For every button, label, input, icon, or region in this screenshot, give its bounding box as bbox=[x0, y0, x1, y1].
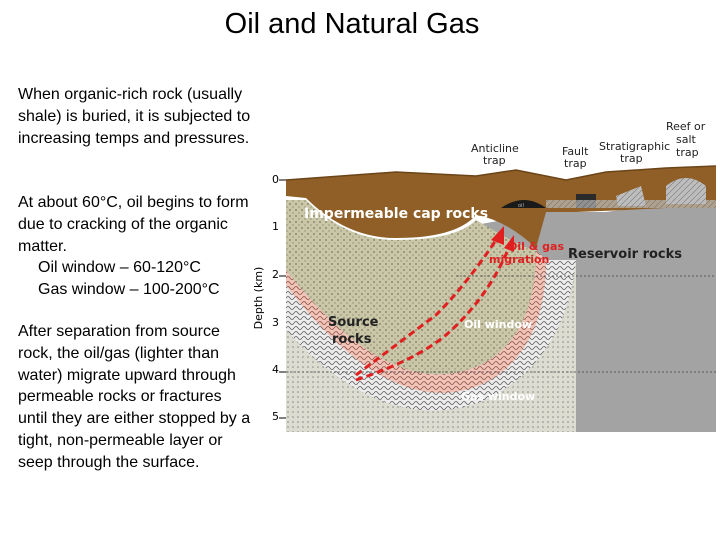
depth-tick-2: 2 bbox=[272, 268, 279, 281]
petroleum-system-diagram bbox=[246, 100, 720, 440]
gas-window-label: Gas window bbox=[461, 390, 536, 403]
reservoir-rocks-label: Reservoir rocks bbox=[568, 247, 683, 262]
gas-window-range: Gas window – 100-200°C bbox=[38, 281, 220, 299]
anticline-label-2: trap bbox=[483, 154, 506, 167]
anticline-label-1: Anticline bbox=[471, 142, 519, 155]
depth-ticks bbox=[272, 173, 279, 423]
paragraph-oil-formation bbox=[18, 192, 254, 301]
strat-label-2: trap bbox=[620, 152, 643, 165]
depth-tick-0: 0 bbox=[272, 173, 279, 186]
paragraph-migration: After separation from source rock, the oil/gas (lighter than water) migrate upward through permeable rocks or fractures until they are either stopped by a tight, non-permeable layer or seep through the surface. bbox=[18, 323, 251, 471]
cap-rocks-label: Impermeable cap rocks bbox=[304, 206, 489, 222]
depth-tick-3: 3 bbox=[272, 316, 279, 329]
oil-window-range: Oil window – 60-120°C bbox=[38, 259, 201, 277]
migration-label-2: migration bbox=[489, 253, 550, 266]
depth-tick-5: 5 bbox=[272, 410, 279, 423]
depth-tick-marks bbox=[279, 180, 286, 418]
strat-label-1: Stratigraphic bbox=[599, 140, 671, 153]
depth-tick-1: 1 bbox=[272, 220, 279, 233]
depth-axis-label: Depth (km) bbox=[252, 266, 265, 330]
reef-label-3: trap bbox=[676, 146, 699, 159]
paragraph-burial: When organic-rich rock (usually shale) is buried, it is subjected to increasing temps and pressures. bbox=[18, 86, 251, 147]
depth-tick-4: 4 bbox=[272, 363, 279, 376]
source-rocks-label-2: rocks bbox=[332, 332, 372, 347]
oil-small-label: oil bbox=[518, 203, 524, 209]
slide-title: Oil and Natural Gas bbox=[224, 8, 480, 40]
source-rocks-label-1: Source bbox=[328, 315, 379, 330]
oil-window-label: Oil window bbox=[464, 318, 533, 331]
reef-label-1: Reef or bbox=[666, 120, 706, 133]
migration-label-1: Oil & gas bbox=[508, 240, 564, 253]
fault-label-1: Fault bbox=[562, 145, 589, 158]
fault-label-2: trap bbox=[564, 157, 587, 170]
oil-formation-intro: At about 60°C, oil begins to form due to cracking of the organic matter. bbox=[18, 194, 249, 255]
reef-label-2: salt bbox=[676, 133, 696, 146]
